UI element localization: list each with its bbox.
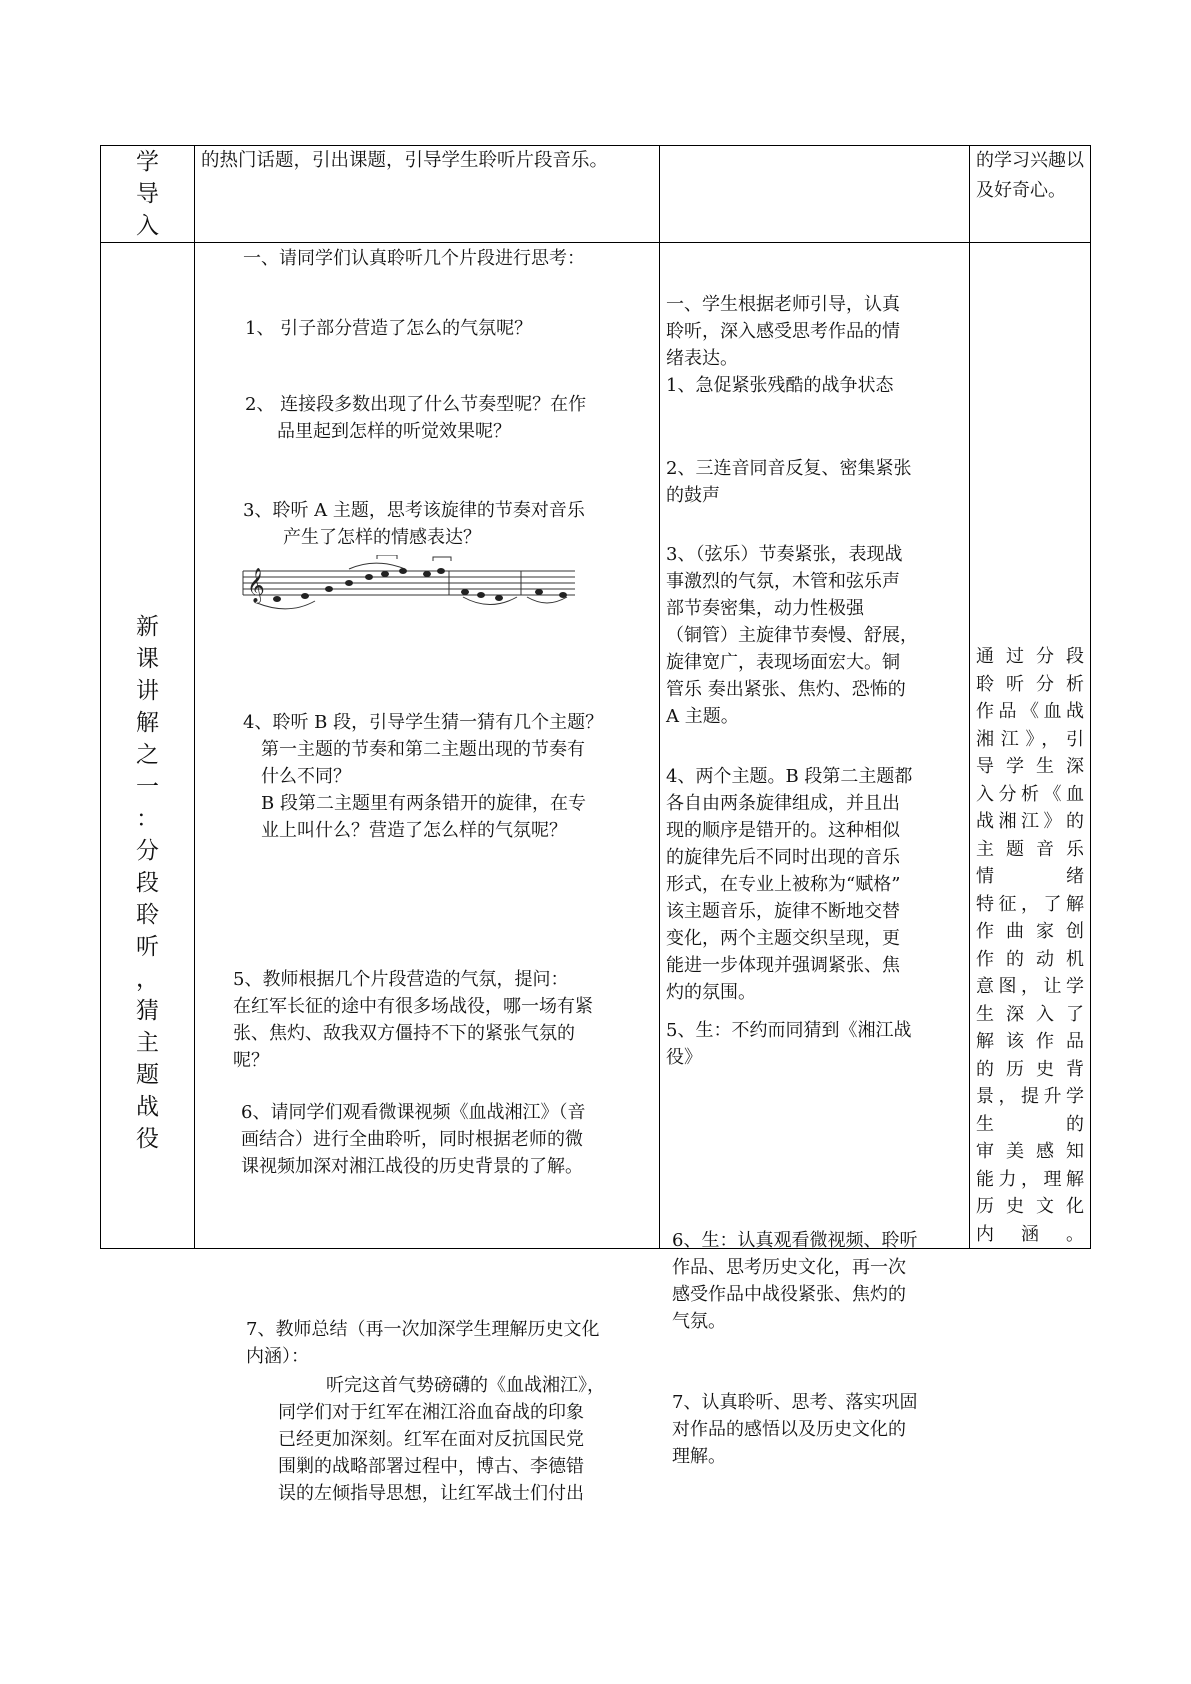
- student-activity-lecture: [660, 243, 969, 1153]
- text-line: 内涵）：: [246, 1346, 309, 1367]
- text-line: 6、生：认真观看微视频、聆听: [672, 1230, 918, 1251]
- text-line: 能进一步体现并强调紧张、焦: [666, 955, 900, 976]
- goal-line: 景，提升学: [976, 1086, 1084, 1107]
- text-line: 各自由两条旋律组成，并且出: [666, 793, 900, 814]
- text-line: 品里起到怎样的听觉效果呢？: [277, 421, 511, 442]
- stage-char: 讲: [136, 678, 159, 704]
- text-line: 事激烈的气氛，木管和弦乐声: [666, 571, 900, 592]
- student-response-5: [666, 1017, 911, 1071]
- student-response-2: [666, 455, 911, 509]
- text-line: 部节奏密集，动力性极强: [666, 598, 864, 619]
- stage-char: 入: [136, 213, 159, 239]
- text-line: 形式，在专业上被称为“赋格”: [666, 874, 901, 895]
- goal-line: 作曲家创: [976, 921, 1084, 942]
- stage-char: 一: [136, 774, 159, 800]
- text-line: 该主题音乐，旋律不断地交替: [666, 901, 900, 922]
- teacher-question-3: [243, 497, 585, 551]
- student-response-6: [672, 1227, 972, 1335]
- text-line: 绪表达。: [666, 348, 738, 369]
- stage-char: 役: [136, 1126, 159, 1152]
- goal-cell-lecture: [970, 243, 1091, 1249]
- teacher-question-5: [233, 966, 593, 1074]
- student-response-3: [666, 541, 918, 730]
- text-line: 第一主题的节奏和第二主题出现的节奏有: [261, 739, 585, 760]
- text-line: 呢？: [233, 1050, 269, 1071]
- goal-line: 入分析《血: [976, 783, 1084, 805]
- student-response-0: [666, 291, 900, 372]
- stage-char: 分: [136, 838, 159, 864]
- goal-lecture: [970, 243, 1090, 1248]
- text-line: 对作品的感悟以及历史文化的: [672, 1419, 906, 1440]
- text-line: 变化，两个主题交织呈现，更: [666, 928, 900, 949]
- stage-cell-intro: [101, 146, 195, 243]
- student-cell-intro: [660, 146, 970, 243]
- text-line: 课视频加深对湘江战役的历史背景的了解。: [241, 1156, 583, 1177]
- goal-line: 聆听分析: [976, 673, 1084, 695]
- student-response-4: [666, 763, 912, 1006]
- text-line: 旋律宽广，表现场面宏大。铜: [666, 652, 900, 673]
- goal-line: 作品《血战: [976, 701, 1084, 722]
- stage-char: 导: [136, 181, 159, 207]
- stage-char: 聆: [136, 902, 159, 928]
- text-line: 6、请同学们观看微课视频《血战湘江》（音: [241, 1102, 586, 1123]
- stage-char: ，: [136, 966, 159, 992]
- text-line: 2、三连音同音反复、密集紧张: [666, 458, 912, 479]
- text-line: A 主题。: [666, 706, 739, 727]
- text-line: 张、焦灼、敌我双方僵持不下的紧张气氛的: [233, 1023, 575, 1044]
- goal-intro: 的学习兴趣以及好奇心。: [976, 150, 1084, 201]
- stage-char: 之: [136, 742, 159, 768]
- stage-char: 新: [136, 614, 159, 640]
- goal-line: 解该作品: [976, 1031, 1084, 1052]
- table-row-lecture: [101, 243, 1091, 1249]
- teacher-question-6: [241, 1099, 585, 1180]
- stage-char: 段: [136, 870, 159, 896]
- stage-char: 学: [136, 149, 159, 175]
- goal-line: 能力，理解: [976, 1168, 1084, 1190]
- goal-line: 意图，让学: [976, 976, 1084, 997]
- text-line: B 段第二主题里有两条错开的旋律，在专: [261, 793, 586, 814]
- teacher-activity-lecture: [195, 243, 659, 1177]
- text-line: 聆听，深入感受思考作品的情: [666, 321, 900, 342]
- text-line: 灼的氛围。: [666, 982, 756, 1003]
- music-score-image: [237, 555, 577, 611]
- text-line: 4、聆听 B 段，引导学生猜一猜有几个主题？: [243, 712, 604, 733]
- goal-line: 湘江》，引: [976, 728, 1084, 750]
- student-response-7: [672, 1389, 972, 1470]
- text-line: 误的左倾指导思想，让红军战士们付出: [278, 1483, 584, 1504]
- text-line: 3、（弦乐）节奏紧张，表现战: [666, 544, 903, 565]
- text-line: 在红军长征的途中有很多场战役，哪一场有紧: [233, 996, 593, 1017]
- student-response-1: 1、急促紧张残酷的战争状态: [666, 375, 894, 396]
- goal-line: 特征，了解: [976, 893, 1084, 915]
- text-line: 听完这首气势磅礴的《血战湘江》，: [326, 1375, 605, 1396]
- teacher-question-1: 1、 引子部分营造了怎么的气氛呢？: [245, 318, 533, 339]
- teacher-activity-continued: [246, 1316, 666, 1507]
- goal-line: 的历史背: [976, 1058, 1084, 1080]
- text-line: 画结合）进行全曲聆听，同时根据老师的微: [241, 1129, 583, 1150]
- student-activity-continued: [672, 1227, 972, 1470]
- text-line: 7、认真聆听、思考、落实巩固: [672, 1392, 918, 1413]
- goal-line: 生的: [976, 1113, 1084, 1135]
- teacher-activity-intro: 的热门话题，引出课题，引导学生聆听片段音乐。: [201, 150, 609, 171]
- text-line: 管乐 奏出紧张、焦灼、恐怖的: [666, 679, 906, 700]
- text-line: 什么不同？: [261, 766, 351, 787]
- text-line: 的旋律先后不同时出现的音乐: [666, 847, 900, 868]
- text-line: 4、两个主题。B 段第二主题都: [666, 766, 913, 787]
- goal-line: 情绪: [976, 866, 1084, 887]
- table-row-intro: [101, 146, 1091, 243]
- teacher-question-2: [245, 391, 586, 445]
- stage-cell-lecture: [101, 243, 195, 1249]
- stage-char: 题: [136, 1062, 159, 1088]
- text-line: 产生了怎样的情感表达？: [283, 527, 481, 548]
- text-line: 2、 连接段多数出现了什么节奏型呢？在作: [245, 394, 587, 415]
- text-line: 气氛。: [672, 1311, 726, 1332]
- text-line: 3、聆听 A 主题，思考该旋律的节奏对音乐: [243, 500, 585, 521]
- stage-char: ：: [136, 806, 159, 832]
- text-line: 的鼓声: [666, 485, 720, 506]
- goal-line: 主题音乐: [976, 838, 1084, 860]
- text-line: 一、学生根据老师引导，认真: [666, 294, 900, 315]
- lesson-plan-table: [100, 145, 1091, 1249]
- goal-line: 历史文化: [976, 1196, 1084, 1217]
- text-line: 现的顺序是错开的。这种相似: [666, 820, 900, 841]
- goal-line: 作的动机: [976, 948, 1084, 970]
- text-line: 感受作品中战役紧张、焦灼的: [672, 1284, 906, 1305]
- goal-line: 审美感知: [976, 1141, 1084, 1162]
- svg-text:𝄞: 𝄞: [247, 568, 265, 603]
- text-line: 7、教师总结（再一次加深学生理解历史文化: [246, 1319, 600, 1340]
- stage-char: 猜: [136, 998, 159, 1024]
- goal-line: 内涵。: [976, 1223, 1084, 1245]
- text-line: （铜管）主旋律节奏慢、舒展，: [666, 625, 918, 646]
- stage-char: 课: [136, 646, 159, 672]
- text-line: 围剿的战略部署过程中，博古、李德错: [278, 1456, 584, 1477]
- stage-char: 解: [136, 710, 159, 736]
- text-line: 业上叫什么？营造了怎么样的气氛呢？: [261, 820, 567, 841]
- teacher-cell-intro: [195, 146, 660, 243]
- text-line: 同学们对于红军在湘江浴血奋战的印象: [278, 1402, 584, 1423]
- stage-label-intro: [101, 146, 194, 242]
- teacher-question-7: [246, 1316, 666, 1507]
- text-line: 理解。: [672, 1446, 726, 1467]
- stage-label-lecture: [101, 243, 194, 1155]
- text-line: 作品、思考历史文化，再一次: [672, 1257, 906, 1278]
- text-line: 役》: [666, 1047, 702, 1068]
- teacher-cell-lecture: [195, 243, 660, 1249]
- goal-line: 战湘江》的: [976, 811, 1084, 832]
- text-line: 已经更加深刻。红军在面对反抗国民党: [278, 1429, 584, 1450]
- teacher-question-4: [243, 709, 603, 844]
- goal-line: 导学生深: [976, 756, 1084, 777]
- text-line: 5、生：不约而同猜到《湘江战: [666, 1020, 912, 1041]
- goal-line: 生深入了: [976, 1003, 1084, 1025]
- stage-char: 听: [136, 934, 159, 960]
- stage-char: 主: [136, 1030, 159, 1056]
- stage-char: 战: [136, 1094, 159, 1120]
- student-cell-lecture: [660, 243, 970, 1249]
- goal-cell-intro: [970, 146, 1091, 243]
- text-line: 5、教师根据几个片段营造的气氛，提问：: [233, 969, 569, 990]
- goal-line: 通过分段: [976, 646, 1084, 667]
- teacher-heading: 一、请同学们认真聆听几个片段进行思考：: [243, 248, 585, 269]
